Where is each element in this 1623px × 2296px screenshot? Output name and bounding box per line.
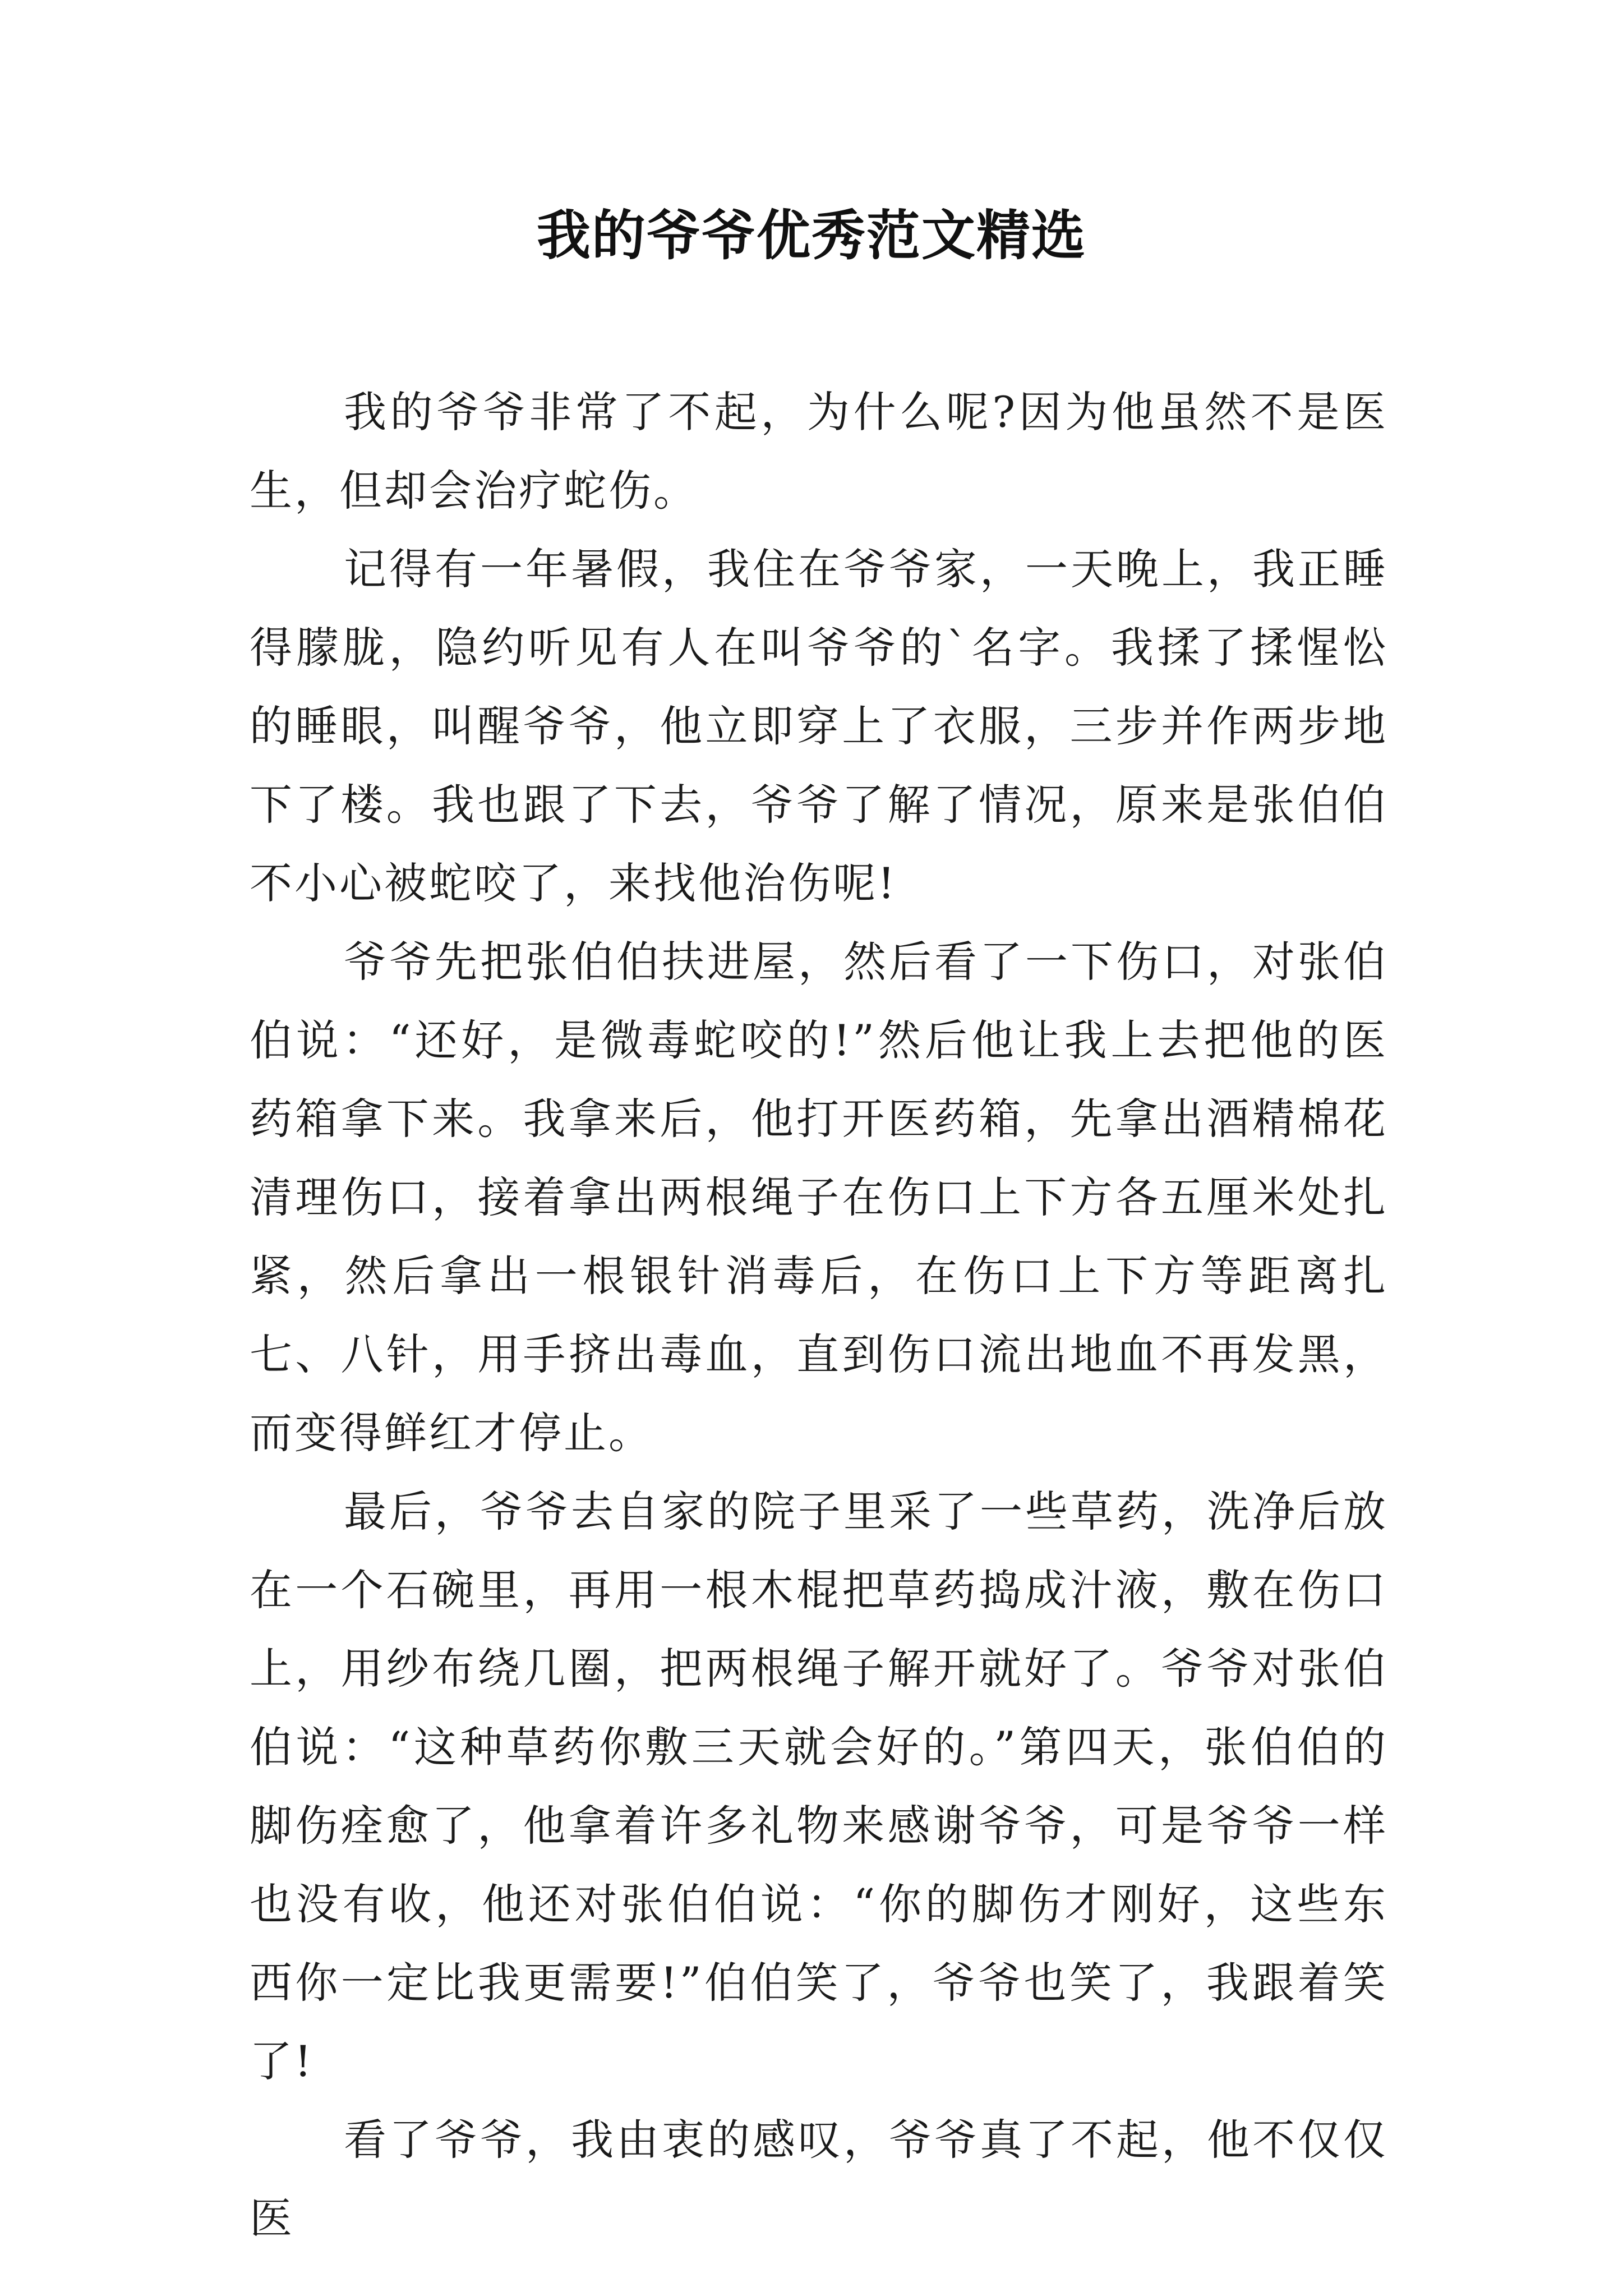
paragraph-2: 记得有一年暑假，我住在爷爷家，一天晚上，我正睡得朦胧，隐约听见有人在叫爷爷的`名字。我揉了揉惺忪的睡眼，叫醒爷爷，他立即穿上了衣服，三步并作两步地下了楼。我也跟了下去，爷爷了解了情况，原来是张伯伯不小心被蛇咬了，来找他治伤呢! (250, 544, 1388, 908)
document-body (250, 373, 1388, 2258)
paragraph-5: 看了爷爷，我由衷的感叹，爷爷真了不起，他不仅仅医 (250, 2115, 1388, 2243)
paragraph-3: 爷爷先把张伯伯扶进屋，然后看了一下伤口，对张伯伯说：“还好，是微毒蛇咬的!”然后他让我上去把他的医药箱拿下来。我拿来后，他打开医药箱，先拿出酒精棉花清理伤口，接着拿出两根绳子在伤口上下方各五厘米处扎紧，然后拿出一根银针消毒后，在伤口上下方等距离扎七、八针，用手挤出毒血，直到伤口流出地血不再发黑，而变得鲜红才停止。 (250, 937, 1388, 1458)
paragraph-4: 最后，爷爷去自家的院子里采了一些草药，洗净后放在一个石碗里，再用一根木棍把草药捣成汁液，敷在伤口上，用纱布绕几圈，把两根绳子解开就好了。爷爷对张伯伯说：“这种草药你敷三天就会好的。”第四天，张伯伯的脚伤痊愈了，他拿着许多礼物来感谢爷爷，可是爷爷一样也没有收，他还对张伯伯说：“你的脚伤才刚好，这些东西你一定比我更需要!”伯伯笑了，爷爷也笑了，我跟着笑了! (250, 1487, 1388, 2086)
document-title: 我的爷爷优秀范文精选 (537, 204, 1086, 267)
paragraph-1: 我的爷爷非常了不起，为什么呢?因为他虽然不是医生，但却会治疗蛇伤。 (250, 387, 1388, 516)
